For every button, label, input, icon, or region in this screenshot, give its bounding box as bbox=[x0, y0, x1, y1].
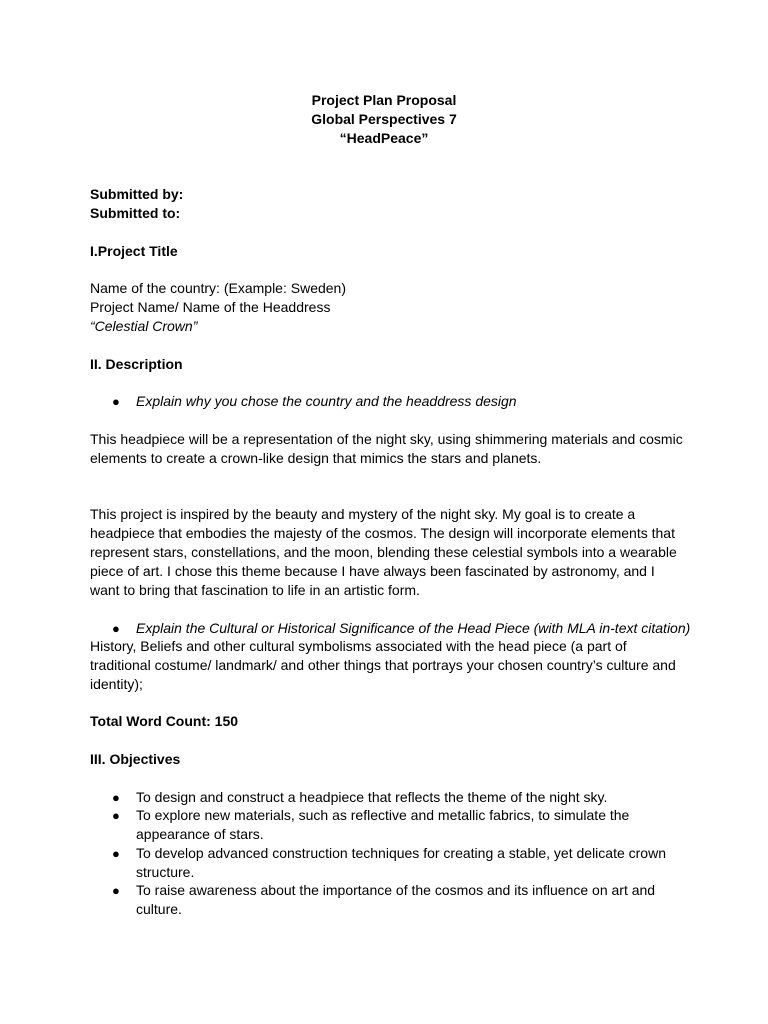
bullet-icon: ● bbox=[112, 808, 120, 823]
objective-item-4-continued: culture. bbox=[136, 901, 182, 917]
bullet-icon: ● bbox=[112, 394, 120, 409]
objective-item-1: To design and construct a headpiece that reflects the theme of the night sky. bbox=[136, 789, 608, 805]
objective-item-4: To raise awareness about the importance of the cosmos and its influence on art and bbox=[136, 882, 656, 898]
paragraph-line: represent stars, constellations, and the moon, blending these celestial symbols into a wearable bbox=[90, 544, 677, 560]
section-heading-description: II. Description bbox=[90, 356, 183, 372]
paragraph-line: traditional costume/ landmark/ and other things that portrays your chosen country’s culture and bbox=[90, 657, 676, 673]
submitted-by-label: Submitted by: bbox=[90, 186, 184, 202]
objective-item-2: To explore new materials, such as reflective and metallic fabrics, to simulate the bbox=[136, 807, 630, 823]
bullet-icon: ● bbox=[112, 790, 120, 805]
paragraph-line: History, Beliefs and other cultural symbolisms associated with the head piece (a part of bbox=[90, 638, 627, 654]
objective-item-3-continued: structure. bbox=[136, 864, 195, 880]
section-heading-project-title: I.Project Title bbox=[90, 243, 178, 259]
course-name: Global Perspectives 7 bbox=[311, 111, 457, 127]
paragraph-line: elements to create a crown-like design that mimics the stars and planets. bbox=[90, 450, 542, 466]
description-prompt-2: Explain the Cultural or Historical Significance of the Head Piece (with MLA in-text citation) bbox=[136, 620, 691, 636]
bullet-icon: ● bbox=[112, 883, 120, 898]
bullet-icon: ● bbox=[112, 846, 120, 861]
description-prompt-1: Explain why you chose the country and the headdress design bbox=[136, 393, 517, 409]
paragraph-line: This headpiece will be a representation of the night sky, using shimmering materials and cosmic bbox=[90, 431, 683, 447]
project-nickname: “HeadPeace” bbox=[339, 130, 429, 146]
paragraph-line: headpiece that embodies the majesty of the cosmos. The design will incorporate elements that bbox=[90, 525, 675, 541]
country-line: Name of the country: (Example: Sweden) bbox=[90, 280, 347, 296]
paragraph-line: want to bring that fascination to life in an artistic form. bbox=[90, 582, 420, 598]
document-title: Project Plan Proposal bbox=[311, 92, 457, 108]
objective-item-2-continued: appearance of stars. bbox=[136, 826, 264, 842]
paragraph-line: identity); bbox=[90, 676, 143, 692]
submitted-to-label: Submitted to: bbox=[90, 205, 181, 221]
section-heading-objectives: III. Objectives bbox=[90, 751, 181, 767]
paragraph-line: piece of art. I chose this theme because I have always been fascinated by astronomy, and I bbox=[90, 563, 655, 579]
project-name-value: “Celestial Crown” bbox=[90, 318, 198, 334]
bullet-icon: ● bbox=[112, 621, 120, 636]
objective-item-3: To develop advanced construction techniques for creating a stable, yet delicate crown bbox=[136, 845, 666, 861]
paragraph-line: This project is inspired by the beauty and mystery of the night sky. My goal is to create a bbox=[90, 506, 636, 522]
word-count: Total Word Count: 150 bbox=[90, 713, 239, 729]
project-name-label: Project Name/ Name of the Headdress bbox=[90, 299, 331, 315]
